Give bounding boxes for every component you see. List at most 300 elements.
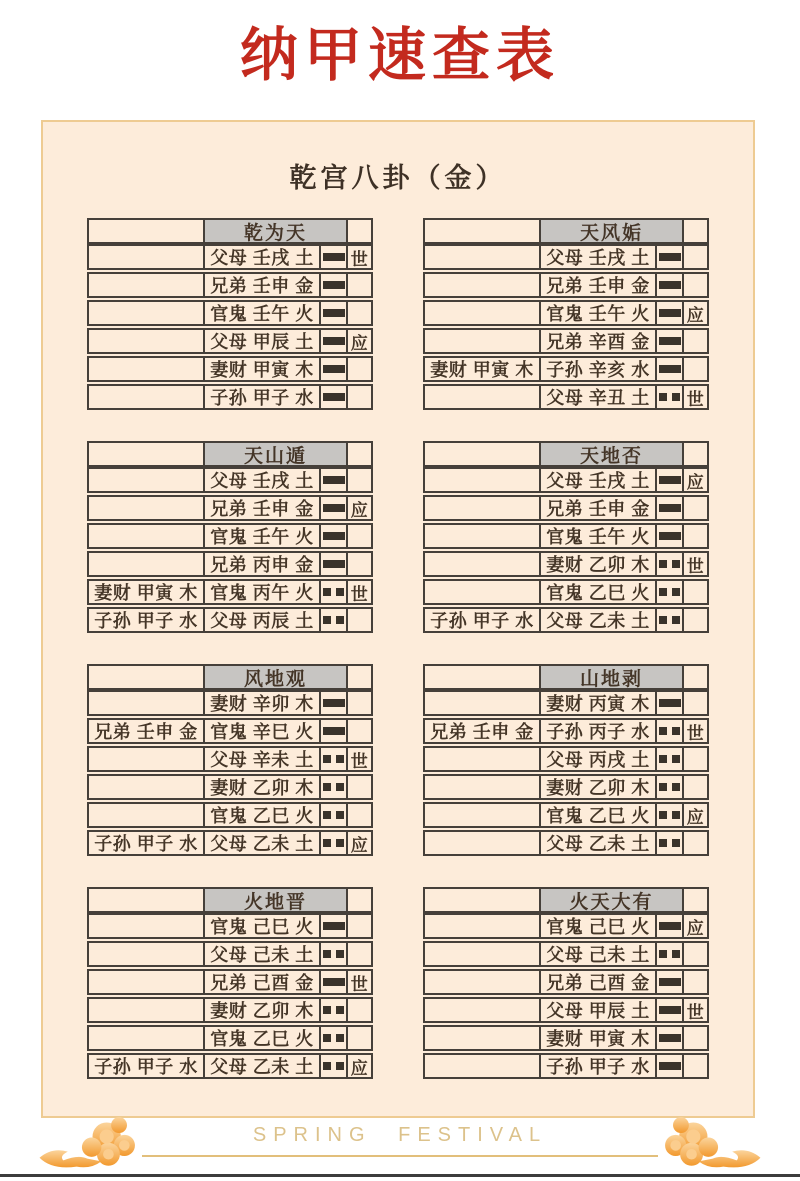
kua-grid xyxy=(87,218,709,1079)
header-marker-cell xyxy=(346,887,373,913)
line-role-cell: 子孙 甲子 水 xyxy=(203,384,321,410)
kua-row xyxy=(87,244,373,270)
yao-symbol-cell xyxy=(319,384,348,410)
shi-ying-cell xyxy=(682,774,709,800)
shi-ying-cell: 世 xyxy=(682,718,709,744)
outer-role-cell xyxy=(87,551,205,577)
line-role-cell: 父母 乙未 土 xyxy=(203,1053,321,1079)
line-role-cell: 官鬼 辛巳 火 xyxy=(203,718,321,744)
outer-role-cell xyxy=(87,467,205,493)
yang-line-symbol xyxy=(659,1062,681,1070)
auspicious-cloud-icon xyxy=(36,1110,142,1172)
line-role-cell: 父母 甲辰 土 xyxy=(539,997,657,1023)
kua-row xyxy=(87,1053,373,1079)
line-role-cell: 父母 乙未 土 xyxy=(539,607,657,633)
outer-role-cell xyxy=(423,384,541,410)
shi-ying-cell: 应 xyxy=(682,300,709,326)
kua-row xyxy=(87,328,373,354)
yang-line-symbol xyxy=(659,476,681,484)
kua-row xyxy=(423,272,709,298)
yao-symbol-cell xyxy=(319,997,348,1023)
shi-ying-cell xyxy=(682,523,709,549)
yao-symbol-cell xyxy=(655,1025,684,1051)
yin-line-symbol xyxy=(323,839,331,847)
kua-row xyxy=(87,495,373,521)
yang-line-symbol xyxy=(323,532,345,540)
kua-row xyxy=(423,579,709,605)
yao-symbol-cell xyxy=(319,941,348,967)
kua-row xyxy=(423,913,709,939)
shi-ying-cell xyxy=(682,830,709,856)
kua-row xyxy=(423,356,709,382)
yang-line-symbol xyxy=(659,253,681,261)
kua-name: 天山遁 xyxy=(203,441,348,467)
yao-symbol-cell xyxy=(319,467,348,493)
najia-panel xyxy=(41,120,755,1118)
yin-line-symbol xyxy=(672,588,680,596)
kua-name: 乾为天 xyxy=(203,218,348,244)
kua-row xyxy=(423,969,709,995)
kua-row xyxy=(87,523,373,549)
kua-row xyxy=(423,774,709,800)
kua-rows xyxy=(423,913,709,1079)
outer-role-cell xyxy=(423,1025,541,1051)
yin-line-symbol xyxy=(336,839,344,847)
yin-line-symbol xyxy=(659,783,667,791)
line-role-cell: 父母 己未 土 xyxy=(539,941,657,967)
yao-symbol-cell xyxy=(655,495,684,521)
line-role-cell: 官鬼 壬午 火 xyxy=(203,523,321,549)
kua-table xyxy=(423,441,709,633)
kua-row xyxy=(87,802,373,828)
yao-symbol-cell xyxy=(655,328,684,354)
kua-header-row xyxy=(423,887,709,913)
yin-line-symbol xyxy=(336,616,344,624)
kua-row xyxy=(87,718,373,744)
yao-symbol-cell xyxy=(655,997,684,1023)
yao-symbol-cell xyxy=(319,523,348,549)
page-title: 纳甲速查表 xyxy=(239,23,560,88)
outer-role-cell xyxy=(423,913,541,939)
line-role-cell: 官鬼 己巳 火 xyxy=(539,913,657,939)
kua-row xyxy=(423,523,709,549)
line-role-cell: 兄弟 己酉 金 xyxy=(539,969,657,995)
outer-role-cell xyxy=(87,384,205,410)
shi-ying-cell xyxy=(346,997,373,1023)
outer-role-cell xyxy=(87,969,205,995)
shi-ying-cell xyxy=(682,969,709,995)
shi-ying-cell xyxy=(346,523,373,549)
outer-role-cell xyxy=(87,997,205,1023)
palace-title: 乾宫八卦（金） xyxy=(289,163,507,193)
line-role-cell: 官鬼 乙巳 火 xyxy=(539,579,657,605)
kua-name: 火天大有 xyxy=(539,887,684,913)
outer-role-cell xyxy=(423,579,541,605)
outer-role-cell xyxy=(87,913,205,939)
kua-row xyxy=(423,607,709,633)
yao-symbol-cell xyxy=(655,690,684,716)
yang-line-symbol xyxy=(659,978,681,986)
line-role-cell: 父母 乙未 土 xyxy=(203,830,321,856)
yao-symbol-cell xyxy=(655,802,684,828)
yang-line-symbol xyxy=(323,978,345,986)
outer-role-cell xyxy=(423,244,541,270)
line-role-cell: 兄弟 辛酉 金 xyxy=(539,328,657,354)
outer-role-cell: 兄弟 壬申 金 xyxy=(87,718,205,744)
kua-header-row xyxy=(87,664,373,690)
kua-row xyxy=(87,272,373,298)
kua-row xyxy=(87,467,373,493)
line-role-cell: 官鬼 己巳 火 xyxy=(203,913,321,939)
header-empty-cell xyxy=(423,218,541,244)
yao-symbol-cell xyxy=(655,1053,684,1079)
kua-table xyxy=(87,887,373,1079)
yang-line-symbol xyxy=(659,1006,681,1014)
yao-symbol-cell xyxy=(655,579,684,605)
yin-line-symbol xyxy=(659,588,667,596)
line-role-cell: 父母 壬戌 土 xyxy=(539,244,657,270)
outer-role-cell: 子孙 甲子 水 xyxy=(87,607,205,633)
yao-symbol-cell xyxy=(319,718,348,744)
shi-ying-cell xyxy=(346,913,373,939)
kua-row xyxy=(423,328,709,354)
outer-role-cell xyxy=(423,272,541,298)
yao-symbol-cell xyxy=(655,384,684,410)
shi-ying-cell xyxy=(682,495,709,521)
yao-symbol-cell xyxy=(655,244,684,270)
shi-ying-cell: 世 xyxy=(346,244,373,270)
kua-row xyxy=(423,551,709,577)
outer-role-cell xyxy=(87,774,205,800)
kua-row xyxy=(87,969,373,995)
kua-row xyxy=(423,746,709,772)
yao-symbol-cell xyxy=(319,913,348,939)
shi-ying-cell: 世 xyxy=(346,579,373,605)
yin-line-symbol xyxy=(672,727,680,735)
yin-line-symbol xyxy=(336,811,344,819)
line-role-cell: 父母 辛未 土 xyxy=(203,746,321,772)
shi-ying-cell xyxy=(346,356,373,382)
kua-row xyxy=(87,356,373,382)
yao-symbol-cell xyxy=(655,272,684,298)
header-empty-cell xyxy=(87,218,205,244)
kua-header-row xyxy=(423,218,709,244)
shi-ying-cell: 应 xyxy=(682,913,709,939)
yao-symbol-cell xyxy=(319,774,348,800)
yin-line-symbol xyxy=(672,811,680,819)
header-marker-cell xyxy=(346,218,373,244)
kua-row xyxy=(87,997,373,1023)
outer-role-cell xyxy=(423,467,541,493)
yin-line-symbol xyxy=(323,783,331,791)
yao-symbol-cell xyxy=(319,328,348,354)
kua-name: 天风姤 xyxy=(539,218,684,244)
outer-role-cell xyxy=(423,830,541,856)
outer-role-cell xyxy=(423,969,541,995)
kua-name: 天地否 xyxy=(539,441,684,467)
yin-line-symbol xyxy=(323,1062,331,1070)
shi-ying-cell: 应 xyxy=(346,495,373,521)
header-empty-cell xyxy=(423,441,541,467)
yang-line-symbol xyxy=(323,309,345,317)
shi-ying-cell xyxy=(346,272,373,298)
outer-role-cell xyxy=(87,746,205,772)
yang-line-symbol xyxy=(323,699,345,707)
yin-line-symbol xyxy=(659,950,667,958)
yin-line-symbol xyxy=(659,727,667,735)
yao-symbol-cell xyxy=(319,495,348,521)
yang-line-symbol xyxy=(323,253,345,261)
yin-line-symbol xyxy=(672,755,680,763)
yao-symbol-cell xyxy=(319,1025,348,1051)
yang-line-symbol xyxy=(659,504,681,512)
yin-line-symbol xyxy=(659,755,667,763)
kua-row xyxy=(87,551,373,577)
line-role-cell: 父母 壬戌 土 xyxy=(203,244,321,270)
kua-header-row xyxy=(87,441,373,467)
yao-symbol-cell xyxy=(319,690,348,716)
yin-line-symbol xyxy=(659,616,667,624)
line-role-cell: 妻财 乙卯 木 xyxy=(203,997,321,1023)
outer-role-cell xyxy=(87,941,205,967)
outer-role-cell xyxy=(87,356,205,382)
line-role-cell: 父母 壬戌 土 xyxy=(203,467,321,493)
yao-symbol-cell xyxy=(655,718,684,744)
yin-line-symbol xyxy=(323,588,331,596)
footer-text: SPRING FESTIVAL xyxy=(252,1124,548,1146)
yin-line-symbol xyxy=(659,393,667,401)
outer-role-cell xyxy=(423,746,541,772)
line-role-cell: 妻财 甲寅 木 xyxy=(203,356,321,382)
line-role-cell: 官鬼 壬午 火 xyxy=(539,523,657,549)
outer-role-cell xyxy=(423,523,541,549)
outer-role-cell xyxy=(423,551,541,577)
shi-ying-cell xyxy=(346,1025,373,1051)
kua-header-row xyxy=(87,887,373,913)
kua-row xyxy=(423,495,709,521)
kua-table xyxy=(87,441,373,633)
yin-line-symbol xyxy=(672,783,680,791)
shi-ying-cell xyxy=(682,356,709,382)
shi-ying-cell: 应 xyxy=(346,328,373,354)
yao-symbol-cell xyxy=(655,746,684,772)
shi-ying-cell: 世 xyxy=(346,746,373,772)
line-role-cell: 妻财 乙卯 木 xyxy=(203,774,321,800)
bottom-edge-bar xyxy=(0,1174,800,1177)
kua-row xyxy=(87,941,373,967)
yin-line-symbol xyxy=(323,1034,331,1042)
kua-row xyxy=(423,384,709,410)
outer-role-cell xyxy=(87,300,205,326)
outer-role-cell xyxy=(87,690,205,716)
outer-role-cell xyxy=(423,774,541,800)
kua-rows xyxy=(423,690,709,856)
kua-row xyxy=(423,467,709,493)
yao-symbol-cell xyxy=(655,467,684,493)
yang-line-symbol xyxy=(659,699,681,707)
yao-symbol-cell xyxy=(319,746,348,772)
kua-row xyxy=(423,300,709,326)
yao-symbol-cell xyxy=(319,607,348,633)
yao-symbol-cell xyxy=(655,941,684,967)
kua-table xyxy=(423,218,709,410)
yao-symbol-cell xyxy=(655,830,684,856)
shi-ying-cell: 世 xyxy=(346,969,373,995)
yao-symbol-cell xyxy=(319,551,348,577)
yin-line-symbol xyxy=(336,1062,344,1070)
kua-row xyxy=(87,579,373,605)
kua-rows xyxy=(423,244,709,410)
outer-role-cell: 妻财 甲寅 木 xyxy=(87,579,205,605)
shi-ying-cell: 世 xyxy=(682,551,709,577)
yang-line-symbol xyxy=(323,476,345,484)
kua-rows xyxy=(87,913,373,1079)
outer-role-cell xyxy=(423,690,541,716)
yao-symbol-cell xyxy=(655,969,684,995)
yang-line-symbol xyxy=(659,365,681,373)
yin-line-symbol xyxy=(323,1006,331,1014)
yang-line-symbol xyxy=(659,922,681,930)
shi-ying-cell xyxy=(346,384,373,410)
yao-symbol-cell xyxy=(319,300,348,326)
shi-ying-cell xyxy=(346,802,373,828)
kua-name: 风地观 xyxy=(203,664,348,690)
kua-rows xyxy=(87,690,373,856)
shi-ying-cell xyxy=(682,272,709,298)
outer-role-cell xyxy=(87,272,205,298)
shi-ying-cell xyxy=(346,941,373,967)
yao-symbol-cell xyxy=(319,830,348,856)
yao-symbol-cell xyxy=(655,607,684,633)
shi-ying-cell xyxy=(682,746,709,772)
outer-role-cell xyxy=(423,328,541,354)
shi-ying-cell xyxy=(346,607,373,633)
yang-line-symbol xyxy=(323,560,345,568)
outer-role-cell: 妻财 甲寅 木 xyxy=(423,356,541,382)
outer-role-cell: 子孙 甲子 水 xyxy=(87,830,205,856)
header-empty-cell xyxy=(87,664,205,690)
outer-role-cell: 兄弟 壬申 金 xyxy=(423,718,541,744)
yao-symbol-cell xyxy=(319,272,348,298)
yang-line-symbol xyxy=(323,393,345,401)
yin-line-symbol xyxy=(323,811,331,819)
yin-line-symbol xyxy=(659,839,667,847)
shi-ying-cell xyxy=(682,579,709,605)
yao-symbol-cell xyxy=(319,244,348,270)
shi-ying-cell xyxy=(682,244,709,270)
line-role-cell: 子孙 辛亥 水 xyxy=(539,356,657,382)
line-role-cell: 官鬼 乙巳 火 xyxy=(203,802,321,828)
kua-row xyxy=(423,690,709,716)
yin-line-symbol xyxy=(336,1034,344,1042)
kua-rows xyxy=(87,244,373,410)
kua-row xyxy=(423,718,709,744)
yin-line-symbol xyxy=(336,783,344,791)
shi-ying-cell xyxy=(682,328,709,354)
yao-symbol-cell xyxy=(655,356,684,382)
kua-row xyxy=(87,774,373,800)
yao-symbol-cell xyxy=(319,579,348,605)
line-role-cell: 兄弟 丙申 金 xyxy=(203,551,321,577)
shi-ying-cell xyxy=(346,774,373,800)
yao-symbol-cell xyxy=(655,551,684,577)
kua-row xyxy=(87,300,373,326)
shi-ying-cell xyxy=(346,690,373,716)
yao-symbol-cell xyxy=(319,969,348,995)
outer-role-cell xyxy=(87,523,205,549)
yang-line-symbol xyxy=(323,281,345,289)
kua-row xyxy=(423,1025,709,1051)
yin-line-symbol xyxy=(323,950,331,958)
yao-symbol-cell xyxy=(655,523,684,549)
yang-line-symbol xyxy=(323,727,345,735)
yang-line-symbol xyxy=(659,532,681,540)
line-role-cell: 官鬼 乙巳 火 xyxy=(203,1025,321,1051)
yao-symbol-cell xyxy=(319,802,348,828)
outer-role-cell xyxy=(423,300,541,326)
line-role-cell: 妻财 甲寅 木 xyxy=(539,1025,657,1051)
kua-row xyxy=(87,1025,373,1051)
header-marker-cell xyxy=(682,887,709,913)
header-marker-cell xyxy=(682,218,709,244)
shi-ying-cell xyxy=(682,690,709,716)
shi-ying-cell xyxy=(682,941,709,967)
yin-line-symbol xyxy=(672,393,680,401)
line-role-cell: 官鬼 丙午 火 xyxy=(203,579,321,605)
line-role-cell: 妻财 丙寅 木 xyxy=(539,690,657,716)
kua-row xyxy=(423,1053,709,1079)
header-marker-cell xyxy=(346,664,373,690)
shi-ying-cell: 应 xyxy=(682,802,709,828)
line-role-cell: 官鬼 壬午 火 xyxy=(203,300,321,326)
kua-row xyxy=(87,746,373,772)
line-role-cell: 父母 丙戌 土 xyxy=(539,746,657,772)
kua-row xyxy=(87,607,373,633)
line-role-cell: 父母 甲辰 土 xyxy=(203,328,321,354)
kua-table xyxy=(423,664,709,856)
yang-line-symbol xyxy=(659,337,681,345)
line-role-cell: 兄弟 壬申 金 xyxy=(203,272,321,298)
yin-line-symbol xyxy=(323,755,331,763)
line-role-cell: 兄弟 己酉 金 xyxy=(203,969,321,995)
outer-role-cell xyxy=(87,1025,205,1051)
line-role-cell: 子孙 丙子 水 xyxy=(539,718,657,744)
header-empty-cell xyxy=(87,441,205,467)
kua-row xyxy=(423,830,709,856)
header-marker-cell xyxy=(682,441,709,467)
kua-row xyxy=(423,802,709,828)
yao-symbol-cell xyxy=(655,774,684,800)
yang-line-symbol xyxy=(323,504,345,512)
shi-ying-cell: 世 xyxy=(682,997,709,1023)
yin-line-symbol xyxy=(672,616,680,624)
outer-role-cell: 子孙 甲子 水 xyxy=(423,607,541,633)
header-empty-cell xyxy=(423,664,541,690)
shi-ying-cell: 应 xyxy=(346,1053,373,1079)
kua-row xyxy=(87,830,373,856)
yin-line-symbol xyxy=(336,588,344,596)
outer-role-cell xyxy=(87,244,205,270)
kua-table xyxy=(87,664,373,856)
shi-ying-cell: 应 xyxy=(346,830,373,856)
yao-symbol-cell xyxy=(319,1053,348,1079)
footer-divider xyxy=(142,1155,658,1157)
line-role-cell: 父母 壬戌 土 xyxy=(539,467,657,493)
outer-role-cell xyxy=(423,1053,541,1079)
line-role-cell: 妻财 辛卯 木 xyxy=(203,690,321,716)
kua-name: 山地剥 xyxy=(539,664,684,690)
kua-row xyxy=(423,941,709,967)
